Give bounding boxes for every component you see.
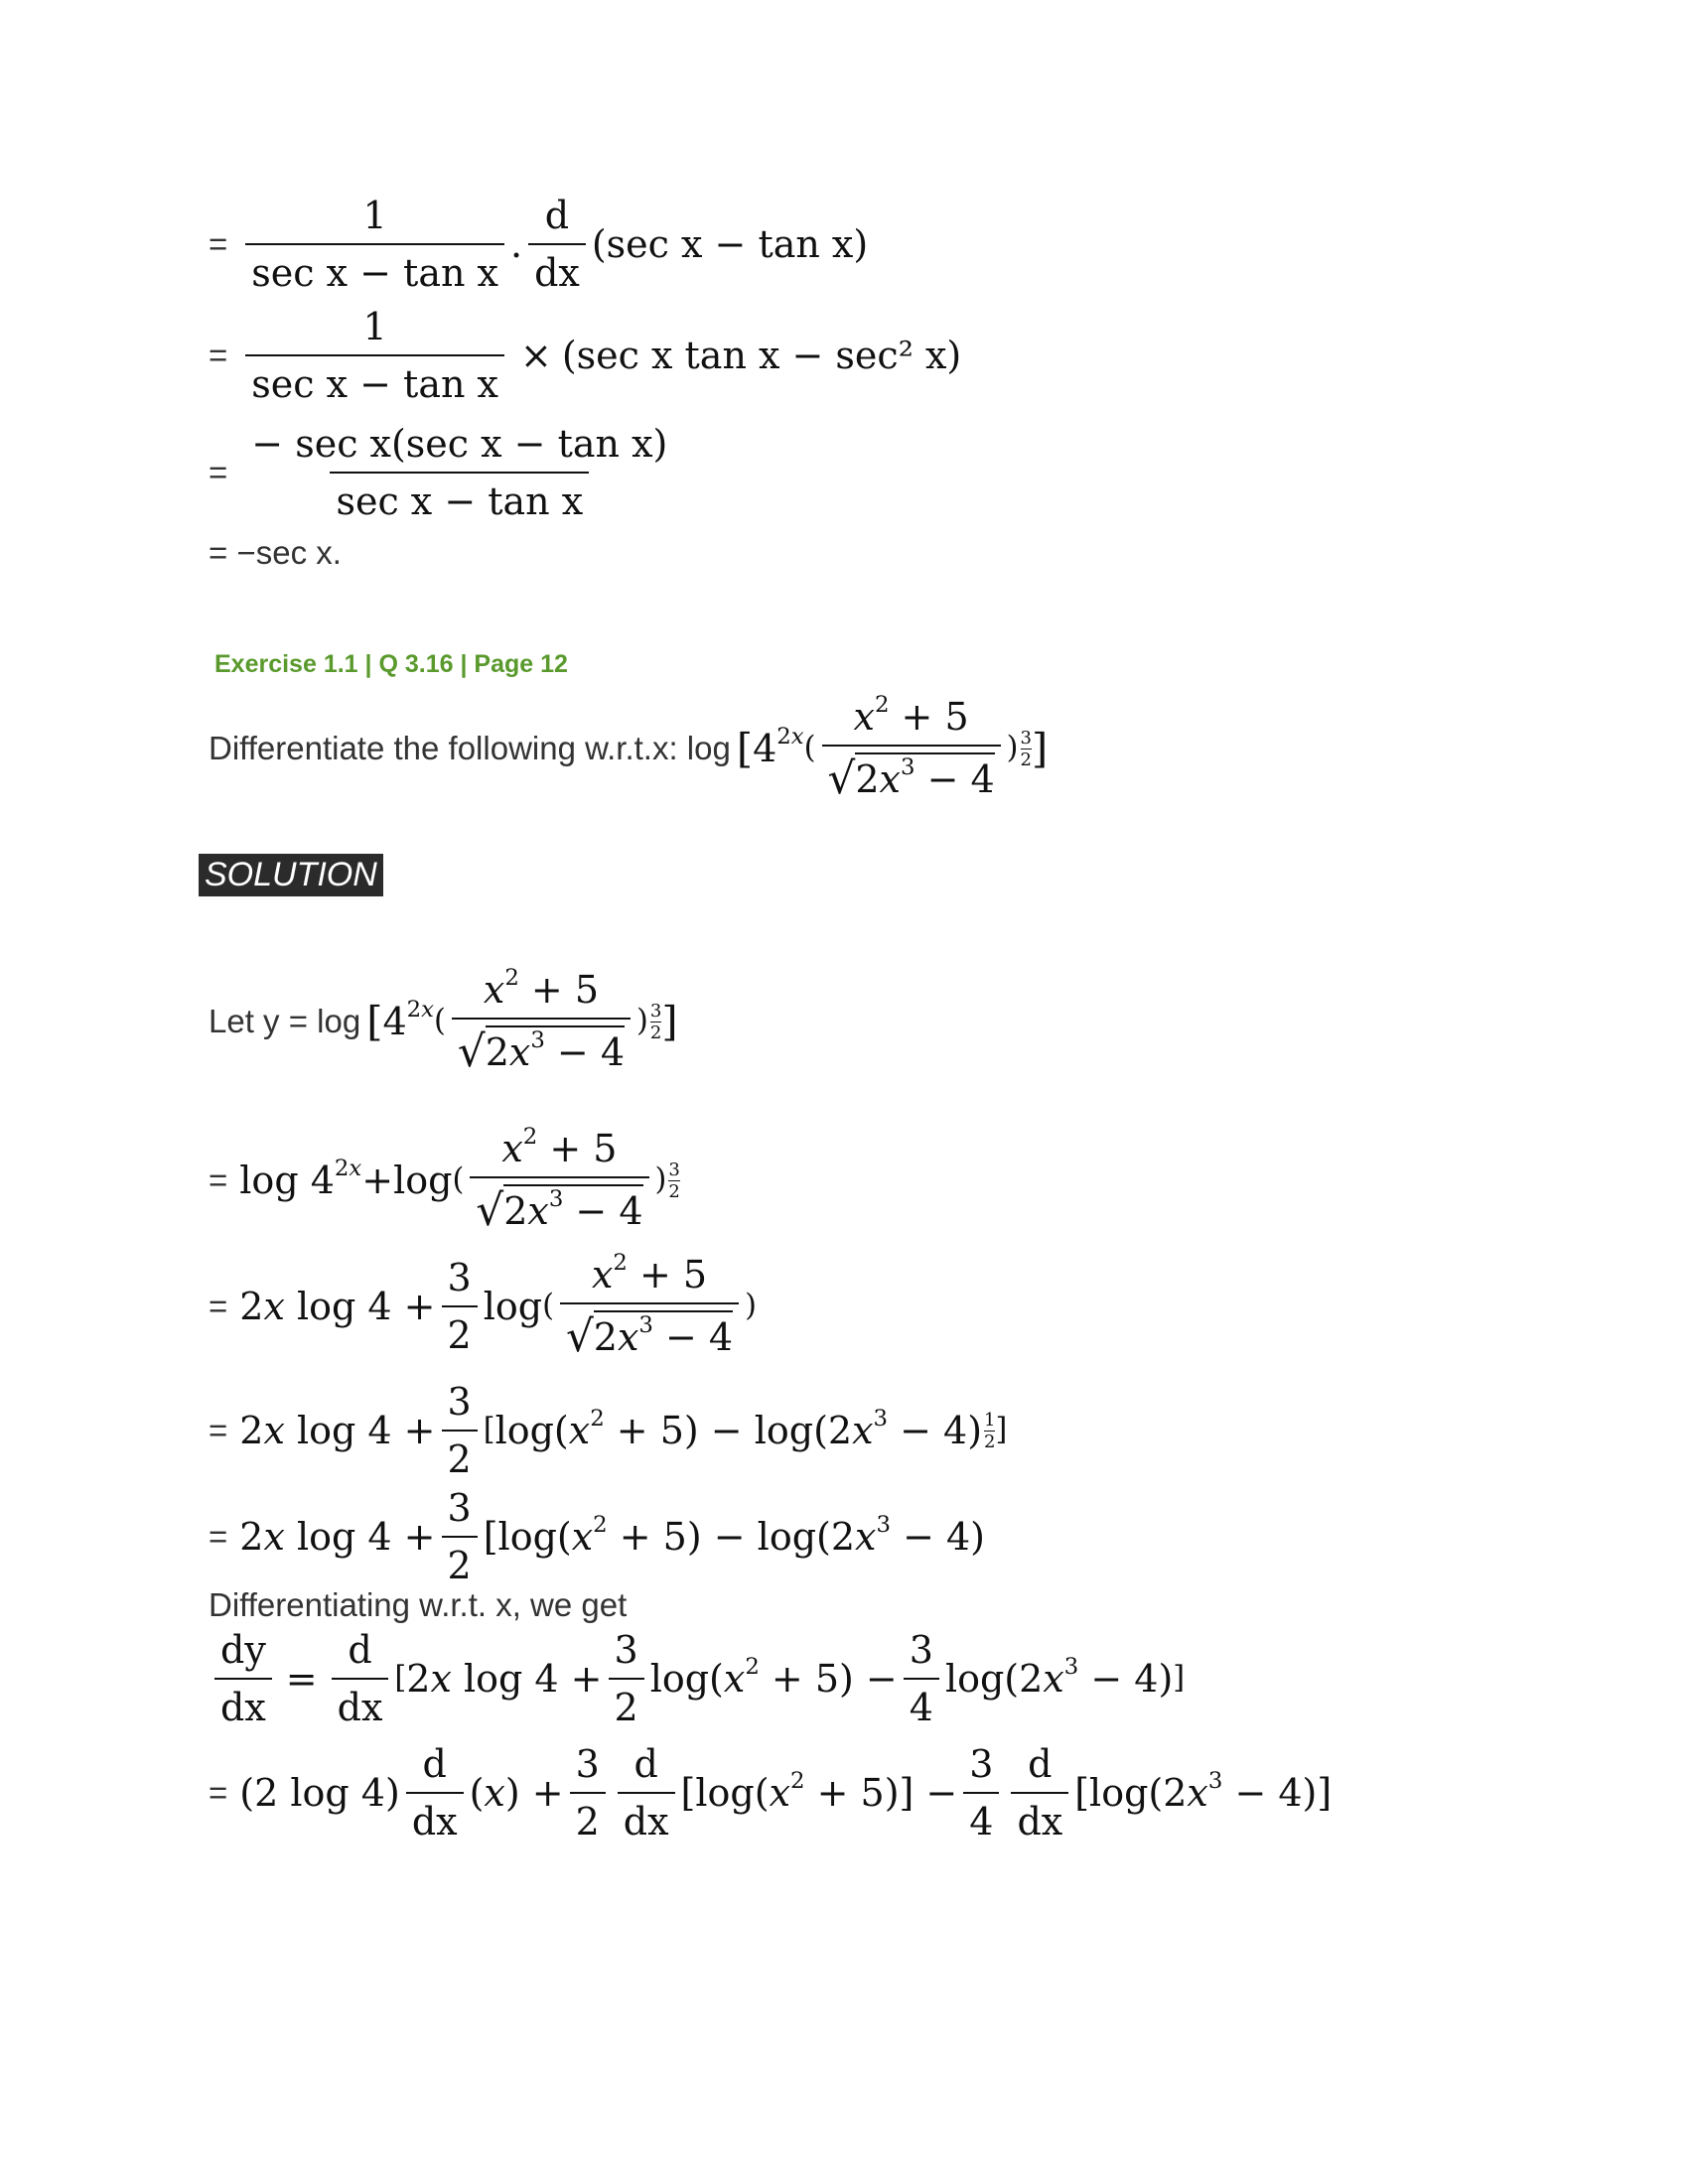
solution-line-5: = 2x log 4 + $\frac{3}{2}$ [$\log(x^2 + 5) - \log(2x^3 - 4)$ xyxy=(209,1486,985,1587)
exercise-label: Exercise 1.1 | Q 3.16 | Page 12 xyxy=(214,650,568,678)
fraction: $\frac{1}{\text{sec x − tan x}}$ xyxy=(245,194,504,295)
step-line-1: = $\frac{1}{\text{sec x − tan x}}$ . $\frac{d}{dx}$ (sec x − tan x) xyxy=(209,194,869,295)
solution-label: SOLUTION xyxy=(199,854,383,896)
solution-line-6: $\frac{dy}{dx}$ = $\frac{d}{dx}$ [ 2x log 4 + $\frac{3}{2}$ $\log(x^2 + 5)$ − $\frac{3}{4}$ $\log(2x^3 - 4)$ ] xyxy=(209,1628,1185,1729)
solution-line-3: = 2x log 4 + $\frac{3}{2}$ log ( $x^2 + 5$ √ $2x^3 - 4$ ) xyxy=(209,1249,757,1363)
solution-line-4: = 2x log 4 + $\frac{3}{2}$ [ $\log(x^2 + 5) - \log(2x^3 - 4)$ 1 2 ] xyxy=(209,1380,1008,1481)
solution-text: Differentiating w.r.t. x, we get xyxy=(209,1586,628,1623)
solution-line-2: = $\log 4^{2x}+\log$ ( $x^2 + 5$ √ $2x^3 - 4$ ) 3 2 xyxy=(209,1123,680,1237)
step-line-2: = $\frac{1}{\text{sec x − tan x}}$ × (sec x tan x − sec² x) xyxy=(209,305,962,406)
step-line-3: = $\frac{\text{− sec x(sec x − tan x)}}{\text{sec x − tan x}}$ xyxy=(209,422,668,523)
derivative-operator: $\frac{d}{dx}$ xyxy=(528,194,586,295)
question: Differentiate the following w.r.t.x: log [ $4^{2x}$ ( $x^2 + 5$ √ $2x^3 - 4$ ) 3 2 ] xyxy=(209,691,1049,805)
step-line-4: = −sec x. xyxy=(209,534,342,571)
solution-line-7: = (2 log 4) $\frac{d}{dx}$ (x) + $\frac{3}{2}$ $\frac{d}{dx}$ $[\log(x^2 + 5)]$ − $\frac{3}{4}$ $\frac{d}{dx}$ $[\log(2x^3 - 4)]$ xyxy=(209,1742,1333,1843)
equals-sign: = xyxy=(209,225,228,262)
solution-line-1: Let y = log [ $4^{2x}$ ( $x^2 + 5$ √ $2x^3 - 4$ ) 3 2 ] xyxy=(209,964,678,1078)
